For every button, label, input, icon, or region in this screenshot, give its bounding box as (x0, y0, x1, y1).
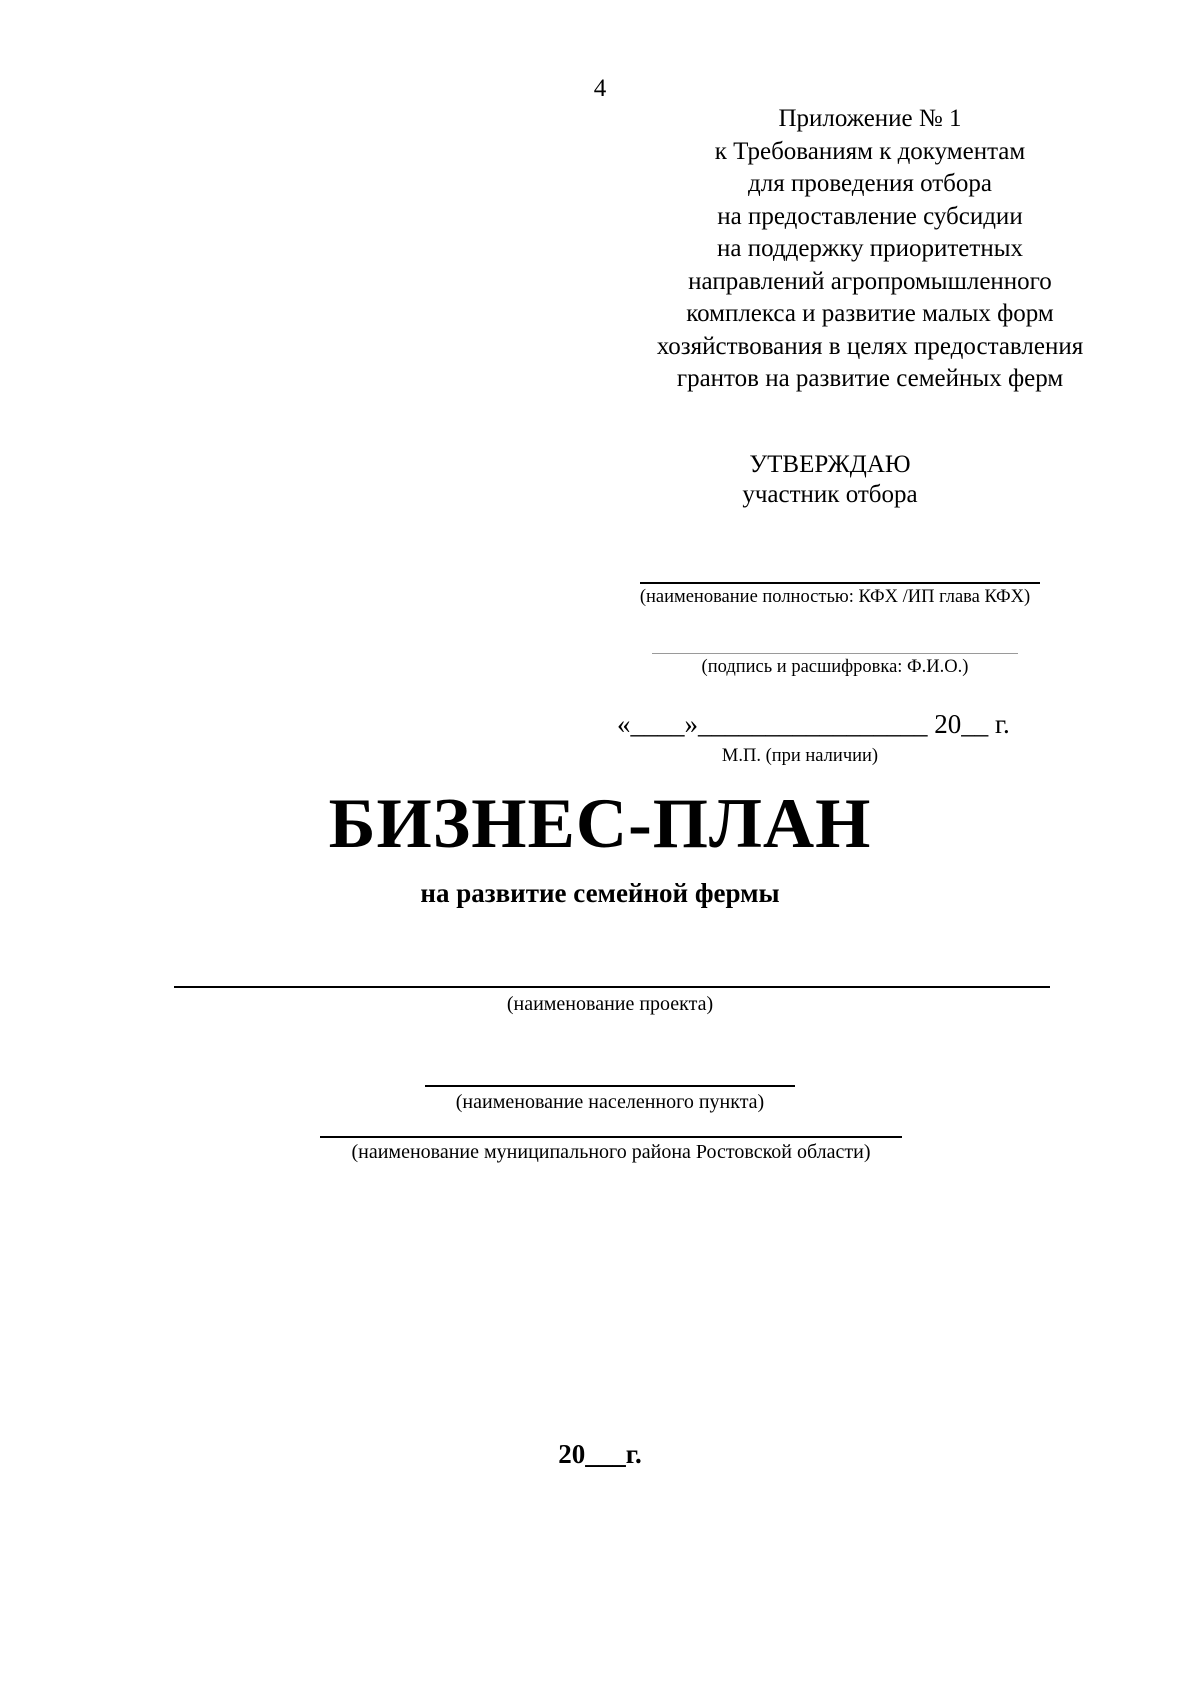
appendix-line: направлений агропромышленного (688, 267, 1052, 295)
signature-line (652, 653, 1018, 654)
appendix-line: грантов на развитие семейных ферм (676, 365, 1064, 392)
appendix-line: комплекса и развитие малых форм (686, 300, 1054, 327)
appendix-line: на поддержку приоритетных (717, 235, 1023, 262)
settlement-caption: (наименование населенного пункта) (455, 1091, 765, 1113)
appendix-line: для проведения отбора (748, 170, 992, 197)
applicant-name-line (640, 582, 1040, 584)
applicant-name-caption: (наименование полностью: КФХ /ИП глава КФХ) (639, 587, 1031, 607)
district-line (320, 1136, 902, 1138)
document-title: БИЗНЕС-ПЛАН (328, 785, 872, 863)
approval-role: участник отбора (742, 481, 918, 508)
project-name-line (174, 986, 1050, 988)
signature-caption: (подпись и расшифровка: Ф.И.О.) (701, 657, 969, 677)
appendix-line: на предоставление субсидии (717, 202, 1023, 230)
appendix-block (620, 103, 1120, 396)
project-name-caption: (наименование проекта) (506, 993, 714, 1015)
appendix-line: хозяйствования в целях предоставления (656, 332, 1084, 360)
page-number: 4 (593, 75, 607, 102)
document-subtitle: на развитие семейной фермы (420, 878, 780, 908)
appendix-line: к Требованиям к документам (714, 137, 1026, 165)
seal-caption: М.П. (при наличии) (721, 746, 879, 766)
appendix-line: Приложение № 1 (778, 105, 962, 132)
approval-date-line: «____»_________________ 20__ г. (617, 709, 1010, 739)
approval-heading: УТВЕРЖДАЮ (749, 451, 911, 478)
approval-block (620, 450, 1040, 510)
district-caption: (наименование муниципального района Ростовской области) (351, 1141, 871, 1163)
settlement-line (425, 1085, 795, 1087)
document-year: 20___г. (558, 1439, 642, 1469)
